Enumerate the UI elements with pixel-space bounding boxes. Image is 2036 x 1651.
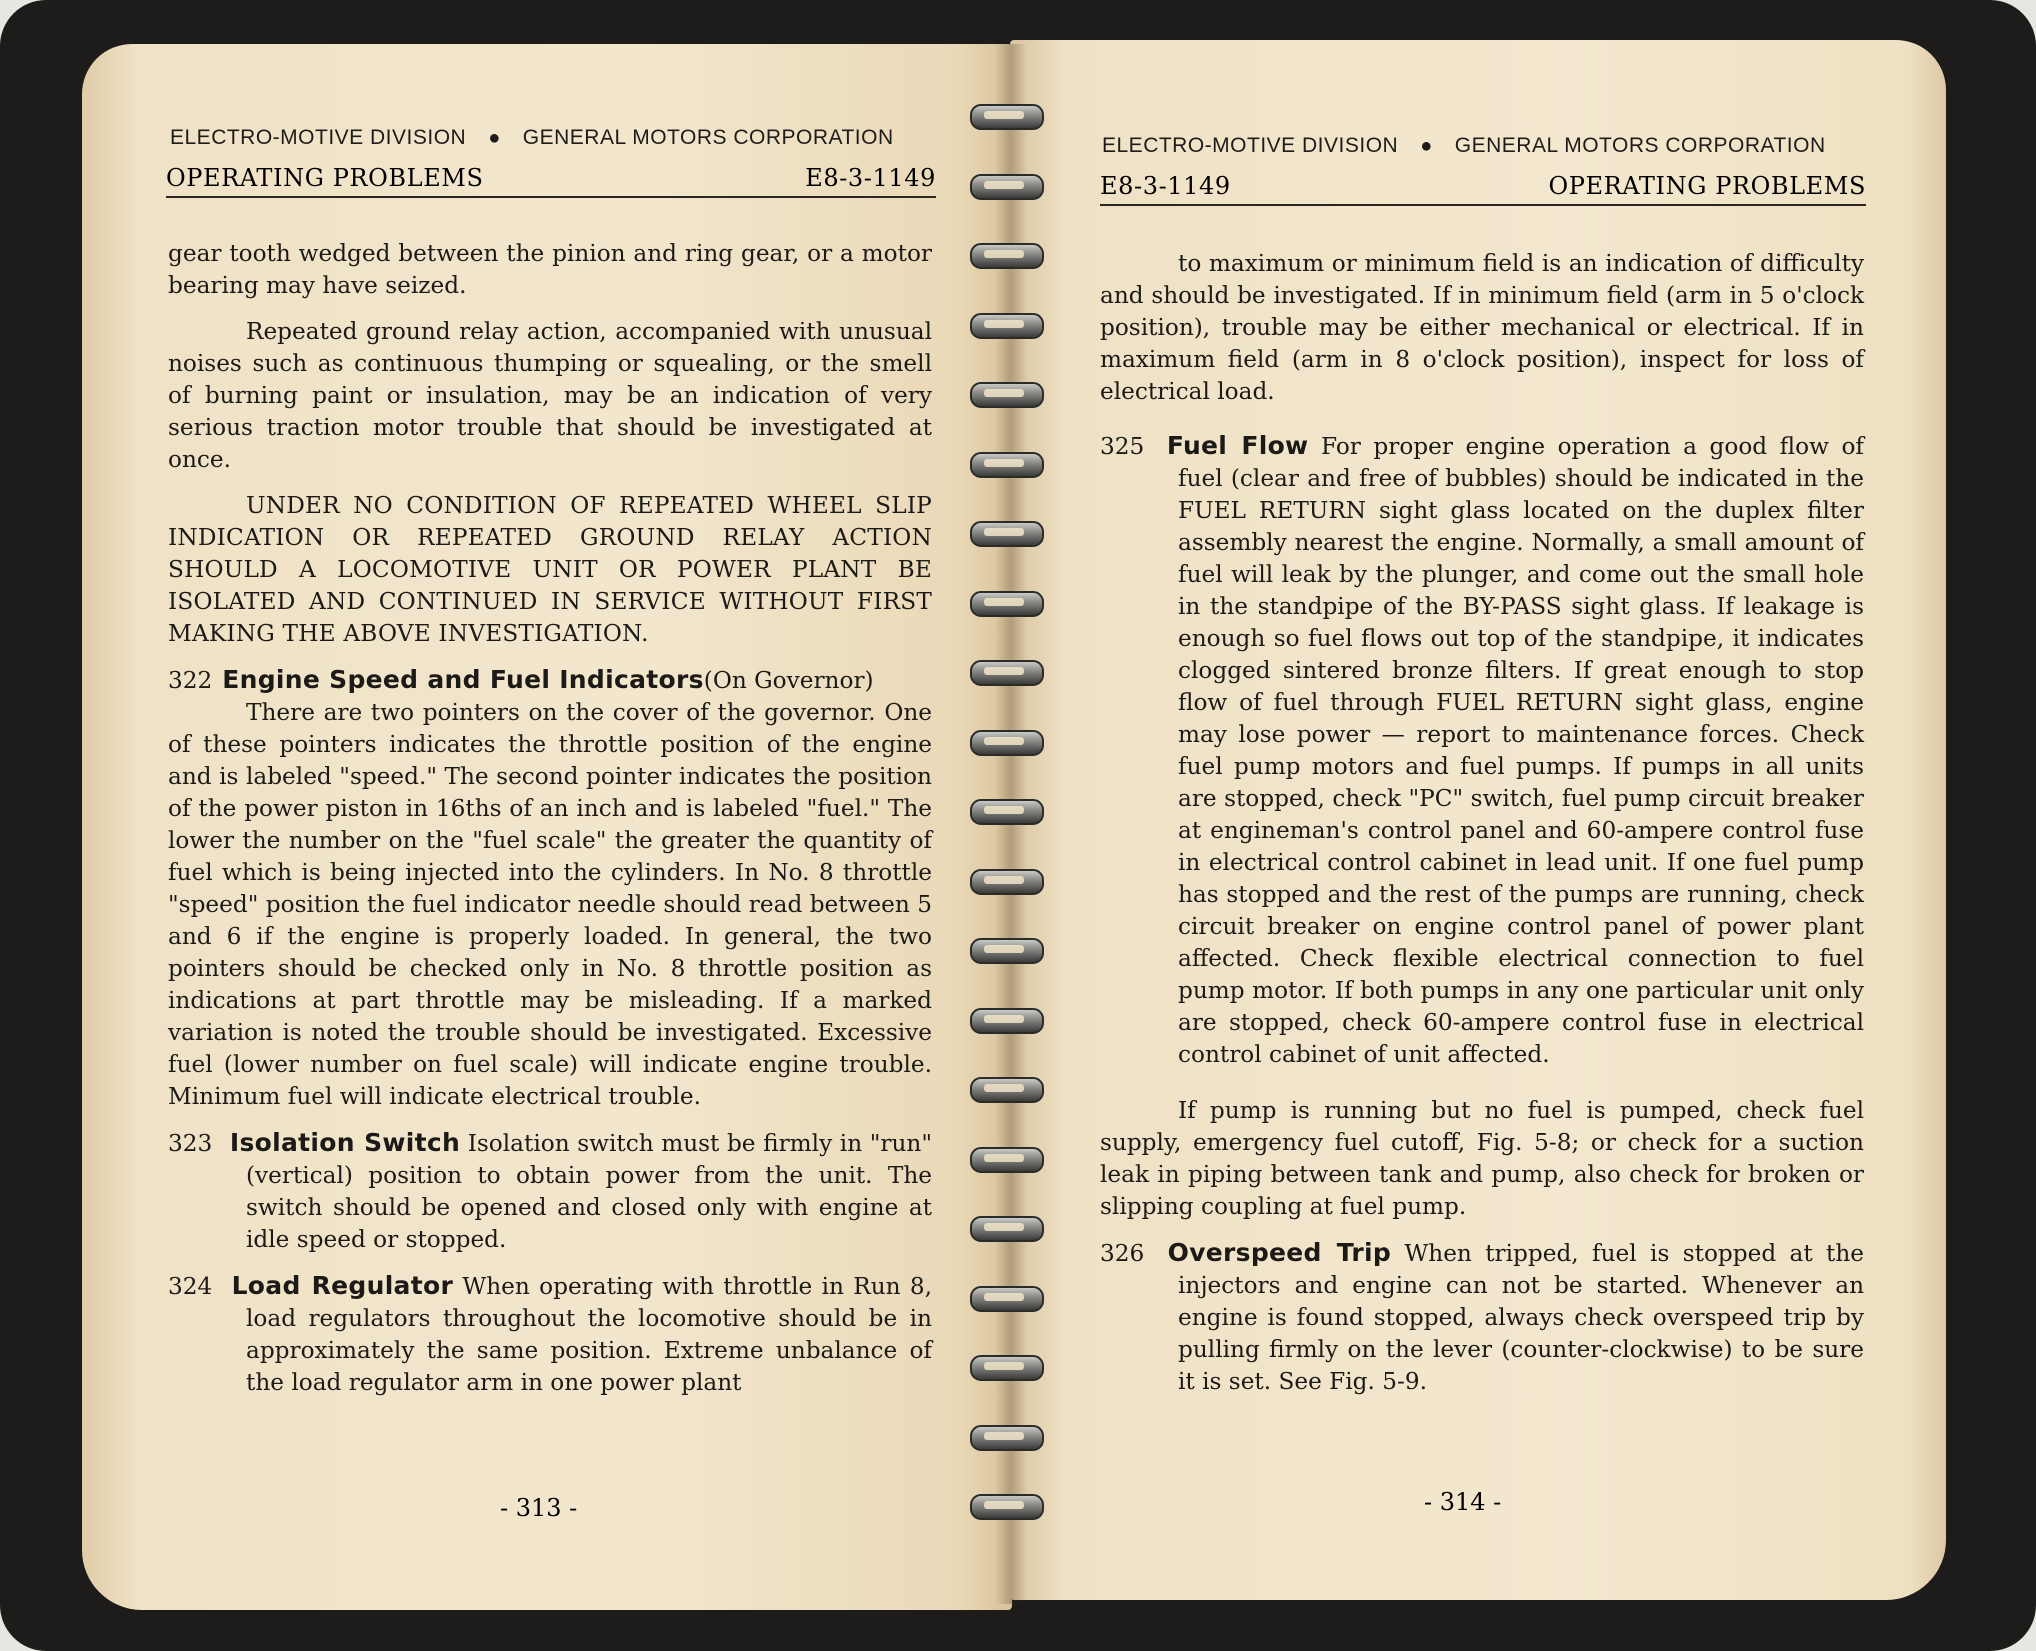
spiral-coil [966,239,1046,271]
spiral-coil [966,934,1046,966]
section-number: 324 [168,1273,213,1300]
corporation-label: GENERAL MOTORS CORPORATION [522,126,894,149]
section-number: 326 [1100,1240,1145,1267]
spiral-coil [966,100,1046,132]
spiral-coil [966,865,1046,897]
paragraph: Repeated ground relay action, accompanied with unusual noises such as continuous thumping or squealing, or the smell of burning paint or insulation, may be an indication of very serious traction motor trouble that should be investigated at once. [168,318,932,473]
spiral-coil [966,170,1046,202]
spiral-coil [966,1212,1046,1244]
section-title: OPERATING PROBLEMS [1548,172,1866,200]
paragraph: If pump is running but no fuel is pumped, check fuel supply, emergency fuel cutoff, Fig. 5-8; or check for a suction leak in piping between tank and pump, also check for broken or slipping coupling at fuel pump. [1100,1097,1864,1220]
right-section-bar [1100,172,1866,206]
document-code: E8-3-1149 [1100,172,1231,200]
section-326 [1100,1237,1864,1398]
spiral-coil [966,587,1046,619]
section-text: Isolation switch must be firmly in "run" (vertical) position to obtain power from the unit. The switch should be opened and closed only with engine at idle speed or stopped. [246,1130,933,1253]
section-subtitle: (On Governor) [703,667,874,694]
spiral-coil [966,1490,1046,1522]
spiral-binding [966,100,1046,1560]
separator-bullet-icon: ● [1420,135,1433,157]
section-text: For proper engine operation a good flow of fuel (clear and free of bubbles) should be indicated in the FUEL RETURN sight glass located on the duplex filter assembly nearest the engine. Normally, a small amount of fuel will leak by the plunger, and come out the small hole in the standpipe of the BY-PASS sight glass. If leakage is enough so fuel flows out top of the standpipe, it indicates clogged sintered bronze filters. If great enough to stop flow of fuel through FUEL RETURN sight glass, engine may lose power — report to maintenance forces. Check fuel pump motors and fuel pumps. If pumps in all units are stopped, check "PC" switch, fuel pump circuit breaker at engineman's control panel and 60-ampere control fuse in electrical control cabinet in lead unit. If one fuel pump has stopped and the rest of the pumps are running, check circuit breaker on engine control panel of power plant affected. Check flexible electrical connection to fuel pump motor. If both pumps in any one particular unit only are stopped, check 60-ampere control fuse in electrical control cabinet of unit affected. [1178,433,1865,1068]
section-number: 323 [168,1130,213,1157]
spiral-coil [966,726,1046,758]
spiral-coil [966,378,1046,410]
spiral-coil [966,1282,1046,1314]
right-page-body [1100,248,1864,1412]
spiral-coil [966,656,1046,688]
spiral-coil [966,448,1046,480]
paragraph: gear tooth wedged between the pinion and ring gear, or a motor bearing may have seized. [168,240,932,299]
spiral-coil [966,1421,1046,1453]
section-323 [168,1127,932,1256]
spiral-coil [966,1143,1046,1175]
section-324 [168,1270,932,1399]
left-page-number: - 313 - [500,1494,578,1522]
section-text: When operating with throttle in Run 8, load regulators throughout the locomotive should be in approximately the same position. Extreme unbalance of the load regulator arm in one power plant [246,1273,932,1396]
paragraph: to maximum or minimum field is an indication of difficulty and should be investigated. If in minimum field (arm in 5 o'clock position), trouble may be either mechanical or electrical. If in maximum field (arm in 8 o'clock position), inspect for loss of electrical load. [1100,250,1864,405]
section-title: Fuel Flow [1166,431,1309,460]
corporation-label: GENERAL MOTORS CORPORATION [1454,134,1826,157]
section-title: Load Regulator [231,1271,454,1300]
spiral-coil [966,309,1046,341]
section-322-text: There are two pointers on the cover of the governor. One of these pointers indicates the throttle position of the engine and is labeled "speed." The second pointer indicates the position of the power piston in 16ths of an inch and is labeled "fuel." The lower the number on the "fuel scale" the greater the quantity of fuel which is being injected into the cylinders. In No. 8 throttle "speed" position the fuel indicator needle should read between 5 and 6 if the engine is properly loaded. In general, the two pointers should be checked only in No. 8 throttle position as indications at part throttle may be misleading. If a marked variation is noted the trouble should be investigated. Excessive fuel (lower number on fuel scale) will indicate engine trouble. Minimum fuel will indicate electrical trouble. [168,699,932,1110]
section-title: OPERATING PROBLEMS [166,164,484,192]
section-title: Engine Speed and Fuel Indicators [222,665,704,694]
left-section-bar [166,164,936,198]
spiral-coil [966,517,1046,549]
section-title: Overspeed Trip [1167,1238,1392,1267]
spiral-coil [966,1073,1046,1105]
division-label: ELECTRO-MOTIVE DIVISION [1102,134,1399,157]
left-running-header [170,126,894,150]
left-page-body [168,238,932,1413]
document-code: E8-3-1149 [805,164,936,192]
section-325 [1100,430,1864,1071]
right-page-number: - 314 - [1424,1488,1502,1516]
warning-paragraph: UNDER NO CONDITION OF REPEATED WHEEL SLIP INDICATION OR REPEATED GROUND RELAY ACTION SHOULD A LOCOMOTIVE UNIT OR POWER PLANT BE ISOLATED AND CONTINUED IN SERVICE WITHOUT FIRST MAKING THE ABOVE INVESTIGATION. [168,492,932,647]
spiral-coil [966,1351,1046,1383]
section-322-heading [168,664,932,697]
division-label: ELECTRO-MOTIVE DIVISION [170,126,467,149]
section-number: 322 [168,667,213,694]
right-running-header [1102,134,1826,158]
spiral-coil [966,795,1046,827]
spiral-coil [966,1004,1046,1036]
section-text: When tripped, fuel is stopped at the injectors and engine can not be started. Whenever an engine is found stopped, always check overspeed trip by pulling firmly on the lever (counter-clockwise) to be sure it is set. See Fig. 5-9. [1178,1240,1865,1395]
section-title: Isolation Switch [229,1128,461,1157]
separator-bullet-icon: ● [488,127,501,149]
section-number: 325 [1100,433,1145,460]
